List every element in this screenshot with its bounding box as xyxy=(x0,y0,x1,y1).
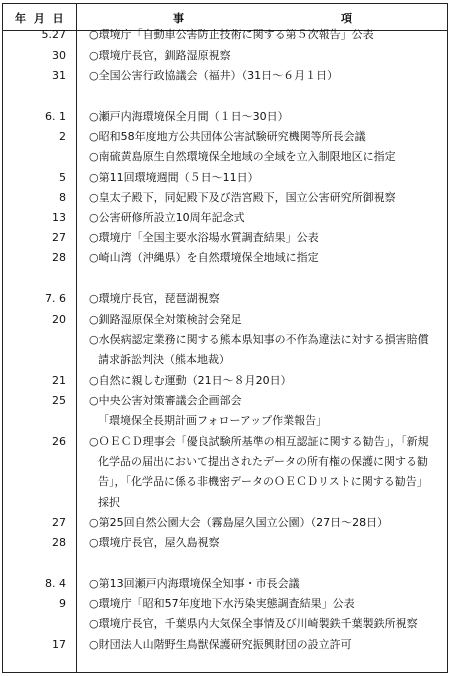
row-date: 17 xyxy=(52,638,66,651)
row-text: ○環境庁「昭和57年度地下水汚染実態調査結果」公表 xyxy=(89,597,355,610)
table-row xyxy=(3,228,447,248)
header-kou: 項 xyxy=(341,12,354,25)
table-row xyxy=(3,310,447,330)
row-text: ○環境庁長官，屋久島視察 xyxy=(89,536,220,549)
table-row xyxy=(3,513,447,533)
row-text: ○環境庁長官，千葉県内大気保全事情及び川崎製鉄千葉製鉄所視察 xyxy=(89,617,418,630)
table-row xyxy=(3,574,447,594)
table-row xyxy=(3,127,447,147)
row-date: 28 xyxy=(52,536,66,549)
row-text: ○崎山湾（沖縄県）を自然環境保全地域に指定 xyxy=(89,251,319,264)
row-text: ○環境庁「全国主要水浴場水質調査結果」公表 xyxy=(89,231,319,244)
table-row xyxy=(3,533,447,553)
row-text: ○水俣病認定業務に関する熊本県知事の不作為違法に対する損害賠償 xyxy=(89,333,429,346)
row-date: 8 xyxy=(59,191,66,204)
table-row xyxy=(3,25,447,45)
table-row xyxy=(3,46,447,66)
table-row xyxy=(3,432,447,452)
table-row xyxy=(3,147,447,167)
chronology-table xyxy=(2,3,448,673)
row-text: ○南硫黄島原生自然環境保全地域の全域を立入制限地区に指定 xyxy=(89,150,396,163)
table-row xyxy=(3,371,447,391)
table-row xyxy=(3,391,447,411)
row-text: ○瀬戸内海環境保全月間（１日～30日） xyxy=(89,110,289,123)
table-row xyxy=(3,411,447,431)
table-row xyxy=(3,289,447,309)
row-date: 25 xyxy=(52,394,66,407)
table-row xyxy=(3,452,447,472)
row-date: 5.27 xyxy=(41,28,66,41)
row-date: 5 xyxy=(59,171,66,184)
row-text: ○第13回瀬戸内海環境保全知事・市長会議 xyxy=(89,577,300,590)
row-text: ○中央公害対策審議会企画部会 xyxy=(89,394,242,407)
row-date: 26 xyxy=(52,435,66,448)
table-row xyxy=(3,330,447,350)
row-date: 6. 1 xyxy=(45,110,66,123)
row-date: 21 xyxy=(52,374,66,387)
row-text: ○環境庁「自動車公害防止技術に関する第５次報告」公表 xyxy=(89,28,374,41)
row-text: ○環境庁長官，釧路湿原視察 xyxy=(89,49,231,62)
table-row xyxy=(3,493,447,513)
row-text: ○財団法人山階野生鳥獣保護研究振興財団の設立許可 xyxy=(89,638,352,651)
row-date: 27 xyxy=(52,516,66,529)
row-date: 2 xyxy=(59,130,66,143)
row-text: ○公害研修所設立10周年記念式 xyxy=(89,211,245,224)
table-row xyxy=(3,188,447,208)
row-text: ○全国公害行政協議会（福井）（31日～６月１日） xyxy=(89,69,339,82)
row-date: 28 xyxy=(52,251,66,264)
row-text: 「環境保全長期計画フォローアップ作業報告」 xyxy=(98,414,328,427)
row-text: ○昭和58年度地方公共団体公害試験研究機関等所長会議 xyxy=(89,130,366,143)
header-koto: 事 xyxy=(173,12,186,25)
row-text: ○釧路湿原保全対策検討会発足 xyxy=(89,313,242,326)
row-date: 8. 4 xyxy=(45,577,66,590)
row-text: ○第11回環境週間（５日～11日） xyxy=(89,171,259,184)
table-row xyxy=(3,594,447,614)
row-text: 化学品の届出において提出されたデータの所有権の保護に関する勧 xyxy=(98,455,428,468)
table-row xyxy=(3,87,447,107)
row-text: ○環境庁長官，琵琶湖視察 xyxy=(89,292,220,305)
table-row xyxy=(3,635,447,655)
header-date: 年 月 日 xyxy=(15,12,66,25)
table-row xyxy=(3,248,447,268)
row-date: 9 xyxy=(59,597,66,610)
table-row xyxy=(3,554,447,574)
row-text: ○皇太子殿下，同妃殿下及び浩宮殿下，国立公害研究所御視察 xyxy=(89,191,396,204)
row-date: 7. 6 xyxy=(45,292,66,305)
row-text: ○自然に親しむ運動（21日～８月20日） xyxy=(89,374,292,387)
row-text: ○第25回自然公園大会（霧島屋久国立公園）（27日～28日） xyxy=(89,516,389,529)
row-text: ○ＯＥＣＤ理事会「優良試験所基準の相互認証に関する勧告」，「新規 xyxy=(89,435,429,448)
table-row xyxy=(3,168,447,188)
row-date: 27 xyxy=(52,231,66,244)
row-date: 20 xyxy=(52,313,66,326)
table-row xyxy=(3,107,447,127)
row-text: 告」，「化学品に係る非機密データのＯＥＣＤリストに関する勧告」 xyxy=(98,475,428,488)
table-row xyxy=(3,614,447,634)
table-row xyxy=(3,350,447,370)
table-row xyxy=(3,208,447,228)
table-row xyxy=(3,269,447,289)
row-date: 30 xyxy=(52,49,66,62)
row-text: 採択 xyxy=(98,496,120,509)
row-text: 請求訴訟判決（熊本地裁） xyxy=(98,353,230,366)
table-row xyxy=(3,472,447,492)
table-row xyxy=(3,66,447,86)
row-date: 13 xyxy=(52,211,66,224)
row-date: 31 xyxy=(52,69,66,82)
